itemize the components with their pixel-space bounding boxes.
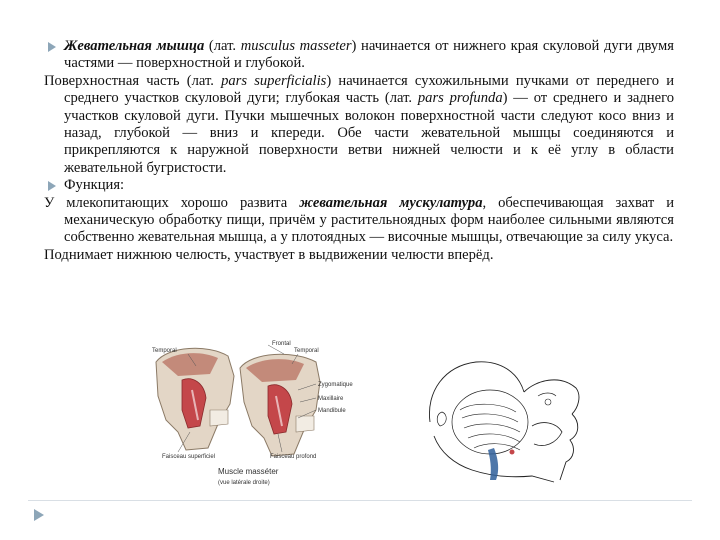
- paragraph-parts: [44, 73, 674, 177]
- text-span: (лат.: [204, 38, 241, 54]
- text-span: , обеспечивающая захват и механическую обработку пищи, причём у растительноядных форм наиболее сильными являются собственно жевательная мышца, а у плотоядных — височные мышцы, отвечающие за силу укуса.: [64, 194, 675, 246]
- function-heading: Функция:: [64, 177, 125, 194]
- text-span: У млекопитающих хорошо развита: [44, 194, 300, 211]
- term-masseter: Жевательная мышца: [64, 38, 205, 54]
- label-faisceau-profond: Faisceau profond: [270, 454, 317, 460]
- text-span: Поверхностная часть (лат.: [44, 72, 222, 89]
- term-chewing-muscles: жевательная мускулатура: [299, 194, 483, 211]
- skull-masseter-illustration: [148, 340, 368, 490]
- vessel-blue: [488, 448, 498, 480]
- text-span: ) — от среднего и заднего участков скуловой дуги. Пучки мышечных волокон поверхностной части следуют косо вниз и назад, глубокой — вниз и кпереди. Обе части жевательной мышцы соединяются и прикрепляются к наружной поверхности ветви нижней челюсти и к её углу в области жевательной бугристости.: [64, 90, 675, 176]
- paragraph-mammals: [44, 195, 674, 247]
- label-temporal-right: Temporal: [294, 348, 319, 354]
- slide-text: [44, 38, 674, 264]
- skull-left: [156, 348, 234, 450]
- skull-right: [240, 354, 320, 456]
- paragraph-action: [44, 247, 674, 264]
- paragraph-masseter-definition: [44, 38, 674, 73]
- label-faisceau-superficiel: Faisceau superficiel: [162, 454, 216, 460]
- label-mandibule: Mandibule: [318, 408, 346, 414]
- paragraph-function-heading: [44, 177, 674, 194]
- label-maxillaire: Maxillaire: [318, 396, 344, 402]
- head-line-drawing: [420, 352, 590, 492]
- text-span: ) начинается сухожильными пучками от переднего и среднего участков скуловой дуги; глубокая часть (лат.: [64, 72, 675, 107]
- label-zygomatique: Zygomatique: [318, 382, 353, 388]
- slide-nav-arrow-icon[interactable]: [34, 509, 44, 521]
- footer-divider: [28, 500, 692, 501]
- latin-term: pars superficialis: [221, 72, 327, 89]
- bullet-arrow-icon: [48, 42, 56, 52]
- label-frontal: Frontal: [272, 341, 291, 347]
- bullet-arrow-icon: [48, 181, 56, 191]
- text-span: Поднимает нижнюю челюсть, участвует в выдвижении челюсти вперёд.: [44, 246, 494, 263]
- latin-term: musculus masseter: [240, 38, 352, 54]
- latin-term: pars profunda: [417, 90, 503, 107]
- vessel-red: [510, 450, 515, 455]
- label-temporal-left: Temporal: [152, 348, 177, 354]
- figure-caption-subtitle: (vue latérale droite): [218, 480, 270, 486]
- figure-caption-title: Muscle masséter: [218, 467, 279, 476]
- text-span: ) начинается от нижнего края скуловой дуги двумя частями — поверхностной и глубокой.: [64, 38, 674, 72]
